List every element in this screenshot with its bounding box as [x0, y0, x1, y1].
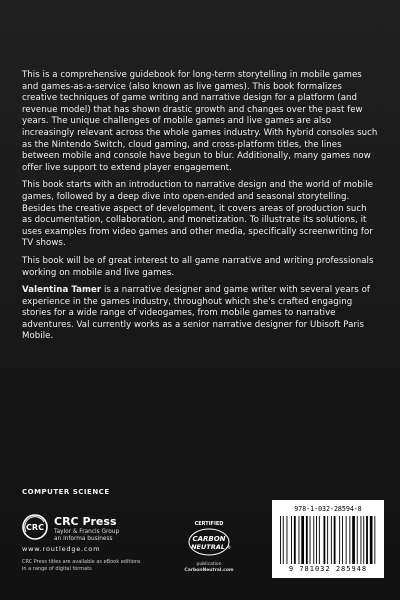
- blurb-paragraph-3: This book will be of great interest to all game narrative and writing professionals working on mobile and live games.: [22, 255, 374, 278]
- publisher-url: www.routledge.com: [22, 545, 101, 553]
- ebook-note-line2: in a range of digital formats: [22, 565, 92, 572]
- author-bio-text: is a narrative designer and game writer with several years of experience in the games industry, throughout which she's crafted engaging stories for a wide range of videogames, from mobile games to narrative adventures. Val currently works as a senior narrative designer for Ubisoft Paris Mobile.: [22, 285, 370, 342]
- barcode-icon: [280, 516, 376, 564]
- carbon-certified-text: CERTIFIED: [194, 521, 224, 527]
- crc-logo-icon: [22, 514, 48, 540]
- carbon-sub: publication: [196, 562, 222, 567]
- barcode-box: [272, 500, 384, 578]
- carbon-site: CarbonNeutral.com: [184, 568, 234, 573]
- carbon-main1-text: CARBON: [192, 535, 226, 543]
- carbon-main2-text: NEUTRAL: [191, 543, 225, 551]
- blurb-paragraph-1: This is a comprehensive guidebook for long-term storytelling in mobile games and games-as-a-service (also known as live games). This book formalizes creative techniques of game writing and narrative design for a platform (and revenue model) that has shown drastic growth and changes over the past few years. The unique challenges of mobile games and live games are also increasingly relevant across the whole games industry. With hybrid consoles such as the Nintendo Switch, cloud gaming, and cross-platform titles, the lines between mobile and console have begun to blur. Additionally, many games now offer live support to extend player engagement.: [22, 70, 378, 173]
- isbn-bottom: 9 781032 285948: [288, 565, 368, 573]
- isbn-top: 978-1-032-28594-8: [294, 505, 362, 513]
- publisher-block: [22, 512, 202, 582]
- subject-label: COMPUTER SCIENCE: [22, 488, 110, 496]
- ebook-note-line1: CRC Press titles are available as eBook editions: [22, 559, 141, 565]
- author-bio: [22, 285, 378, 343]
- crc-logo-text: CRC: [26, 523, 44, 532]
- carbon-neutral-icon: [184, 518, 234, 562]
- blurb-paragraph-2: This book starts with an introduction to narrative design and the world of mobile games, followed by a deep dive into open-ended and seasonal storytelling. Besides the creative aspect of development, it covers areas of production such as documentation, collaboration, and monetization. To illustrate its solutions, it uses examples from video games and other media, specifically screenwriting for TV shows.: [22, 180, 373, 249]
- carbon-neutral-badge: [184, 518, 234, 580]
- ebook-note: [22, 559, 141, 572]
- blurb: [22, 70, 378, 349]
- carbon-reg-text: ®: [227, 545, 231, 550]
- publisher-line2: an informa business: [54, 536, 113, 542]
- author-name: Valentina Tamer: [22, 285, 102, 296]
- publisher-line1: Taylor & Francis Group: [54, 529, 120, 535]
- publisher-name: CRC Press: [54, 515, 117, 528]
- publisher-group: [54, 529, 119, 543]
